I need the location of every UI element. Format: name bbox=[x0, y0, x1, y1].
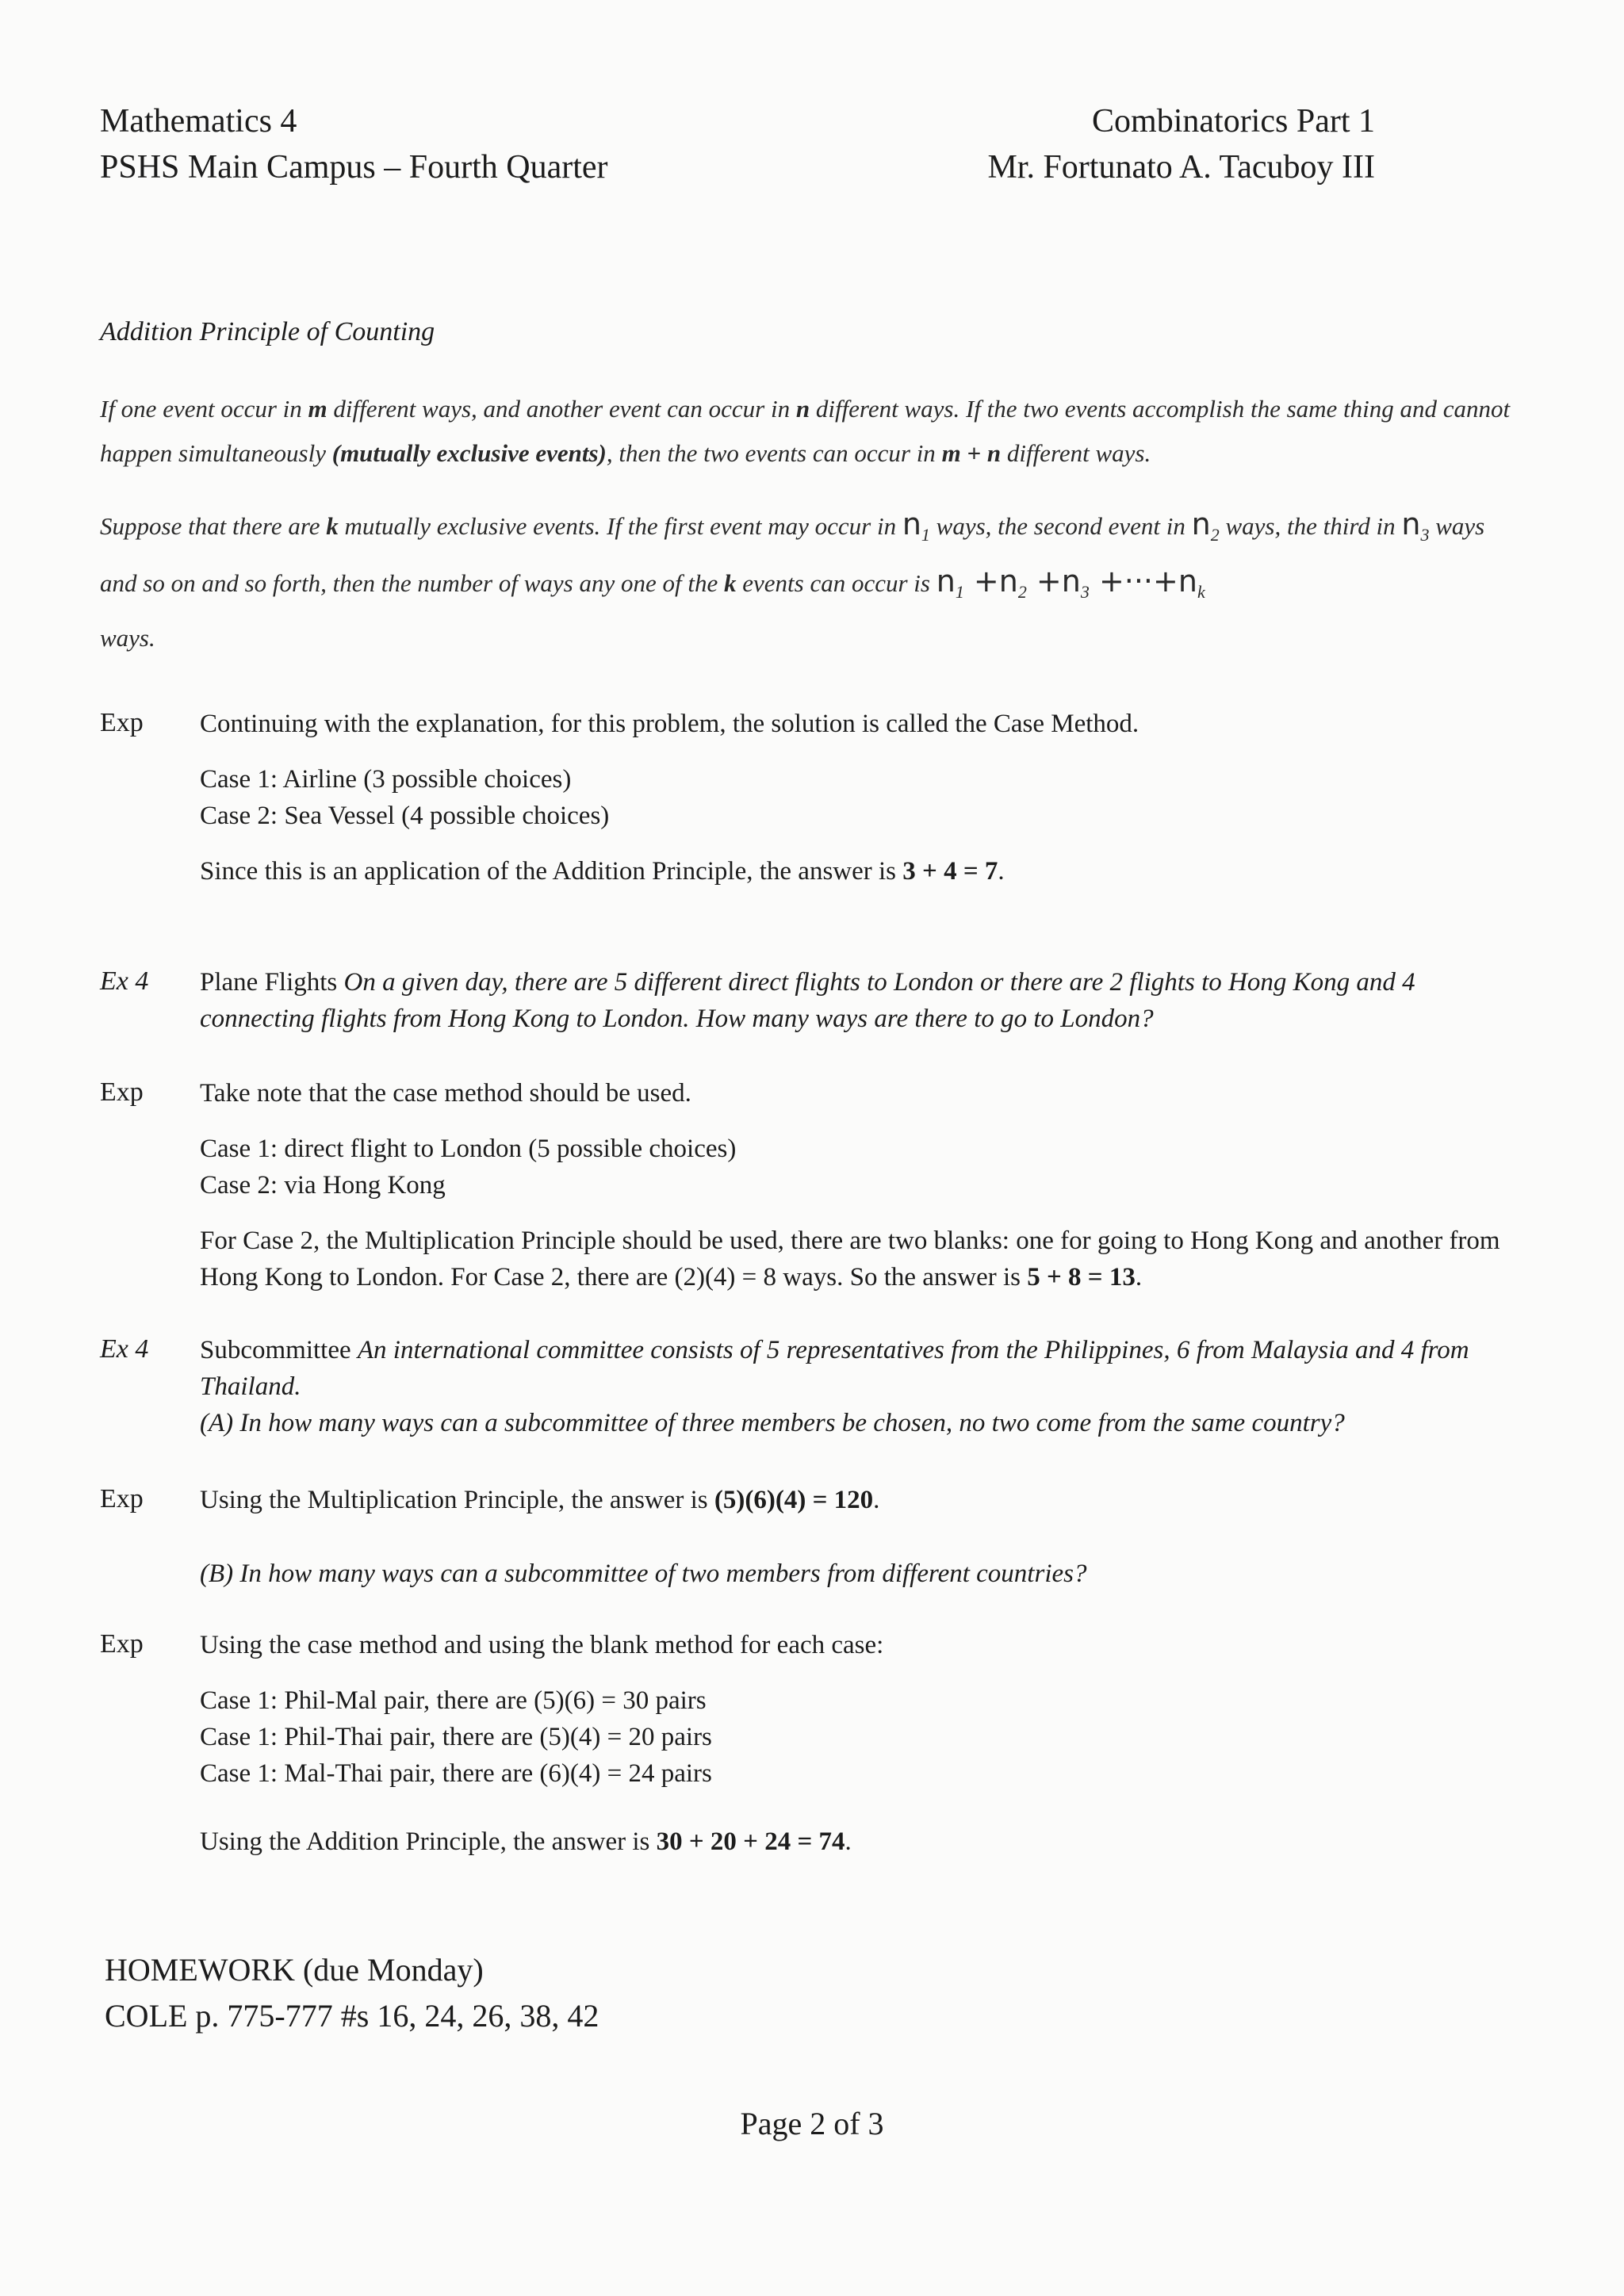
campus-quarter: PSHS Main Campus – Fourth Quarter bbox=[100, 149, 608, 186]
general-paragraph: Suppose that there are k mutually exclusive events. If the first event may occur in $n_1$ ways, the second event in $n_2$ ways, the third in $n_3$ ways and so on and so forth, then the number of ways any one of the k events can occur is $n_1 +n_2 +n_3 +\cdot\cdot\cdot+n_k$ ways. bbox=[100, 507, 1485, 652]
homework-block bbox=[105, 1947, 599, 2039]
header-left bbox=[100, 98, 608, 190]
exp4-case2: Case 1: Phil-Thai pair, there are (5)(4) = 20 pairs bbox=[200, 1723, 712, 1751]
ex4a-body bbox=[200, 964, 1532, 1037]
section-title: Addition Principle of Counting bbox=[100, 317, 435, 346]
topic-title: Combinatorics Part 1 bbox=[1092, 103, 1375, 140]
ex4b-title: Subcommittee bbox=[200, 1336, 358, 1364]
exp4-answer: 30 + 20 + 24 = 74 bbox=[656, 1827, 845, 1856]
sum-formula: $n_1 +n_2 +n_3 +\cdot\cdot\cdot+n_k$ bbox=[936, 564, 1205, 602]
homework-title: HOMEWORK (due Monday) bbox=[105, 1952, 484, 1988]
page-number: Page 2 of 3 bbox=[740, 2106, 884, 2141]
exp2-answer: 5 + 8 = 13 bbox=[1027, 1263, 1136, 1292]
exp4-body bbox=[200, 1627, 1532, 1860]
exp1-body bbox=[200, 706, 1532, 890]
exp1-answer-line: Since this is an application of the Addition Principle, the answer is 3 + 4 = 7. bbox=[200, 857, 1005, 886]
exp1-label: Exp bbox=[100, 708, 144, 737]
ex4b-part-a: (A) In how many ways can a subcommittee of three members be chosen, no two come from the same country? bbox=[200, 1409, 1345, 1437]
exp1-case2: Case 2: Sea Vessel (4 possible choices) bbox=[200, 802, 610, 830]
exp2-body bbox=[200, 1075, 1532, 1295]
exp2-label: Exp bbox=[100, 1077, 144, 1107]
exp4-case3: Case 1: Mal-Thai pair, there are (6)(4) = 24 pairs bbox=[200, 1759, 712, 1788]
principle-paragraph: If one event occur in m different ways, and another event can occur in n different ways. If the two events accomplish the same thing and cannot happen simultaneously (mutually exclusive events), then the two events can occur in m + n different ways. bbox=[100, 395, 1511, 467]
exp2-line: Take note that the case method should be used. bbox=[200, 1079, 691, 1108]
ex4b-problem: An international committee consists of 5 representatives from the Philippines, 6 from Malaysia and 4 from Thailand. bbox=[200, 1336, 1469, 1401]
exp2-case2: Case 2: via Hong Kong bbox=[200, 1171, 446, 1200]
mutually-exclusive-term: (mutually exclusive events) bbox=[331, 439, 607, 467]
exp3-answer: (5)(6)(4) = 120 bbox=[714, 1486, 874, 1514]
part-b-question: (B) In how many ways can a subcommittee of two members from different countries? bbox=[200, 1559, 1087, 1588]
ex4a-title: Plane Flights bbox=[200, 968, 344, 997]
exp4-answer-line: Using the Addition Principle, the answer is 30 + 20 + 24 = 74. bbox=[200, 1827, 852, 1856]
exp4-case1: Case 1: Phil-Mal pair, there are (5)(6) = 30 pairs bbox=[200, 1686, 707, 1715]
exp1-line: Continuing with the explanation, for this problem, the solution is called the Case Method. bbox=[200, 710, 1139, 738]
homework-items: COLE p. 775-777 #s 16, 24, 26, 38, 42 bbox=[105, 1998, 599, 2034]
exp4-label: Exp bbox=[100, 1629, 144, 1659]
exp3-body: Using the Multiplication Principle, the answer is (5)(6)(4) = 120. bbox=[200, 1486, 880, 1514]
ex4a-problem: On a given day, there are 5 different direct flights to London or there are 2 flights to Hong Kong and 4 connecting flights from Hong Kong to London. How many ways are there to go to London? bbox=[200, 968, 1415, 1033]
exp2-paragraph: For Case 2, the Multiplication Principle should be used, there are two blanks: one for going to Hong Kong and another from Hong Kong to London. For Case 2, there are (2)(4) = 8 ways. So the answer is 5 + 8 = 13. bbox=[200, 1226, 1500, 1292]
exp4-line: Using the case method and using the blank method for each case: bbox=[200, 1631, 884, 1659]
exp2-case1: Case 1: direct flight to London (5 possible choices) bbox=[200, 1135, 737, 1163]
exp1-case1: Case 1: Airline (3 possible choices) bbox=[200, 765, 572, 794]
ex4b-body bbox=[200, 1332, 1532, 1441]
ex4b-label: Ex 4 bbox=[100, 1334, 149, 1364]
teacher-name: Mr. Fortunato A. Tacuboy III bbox=[987, 149, 1375, 186]
header-right bbox=[987, 98, 1375, 190]
exp3-label: Exp bbox=[100, 1484, 144, 1513]
exp1-answer: 3 + 4 = 7 bbox=[902, 857, 998, 886]
course-name: Mathematics 4 bbox=[100, 103, 297, 140]
ex4a-label: Ex 4 bbox=[100, 966, 149, 996]
